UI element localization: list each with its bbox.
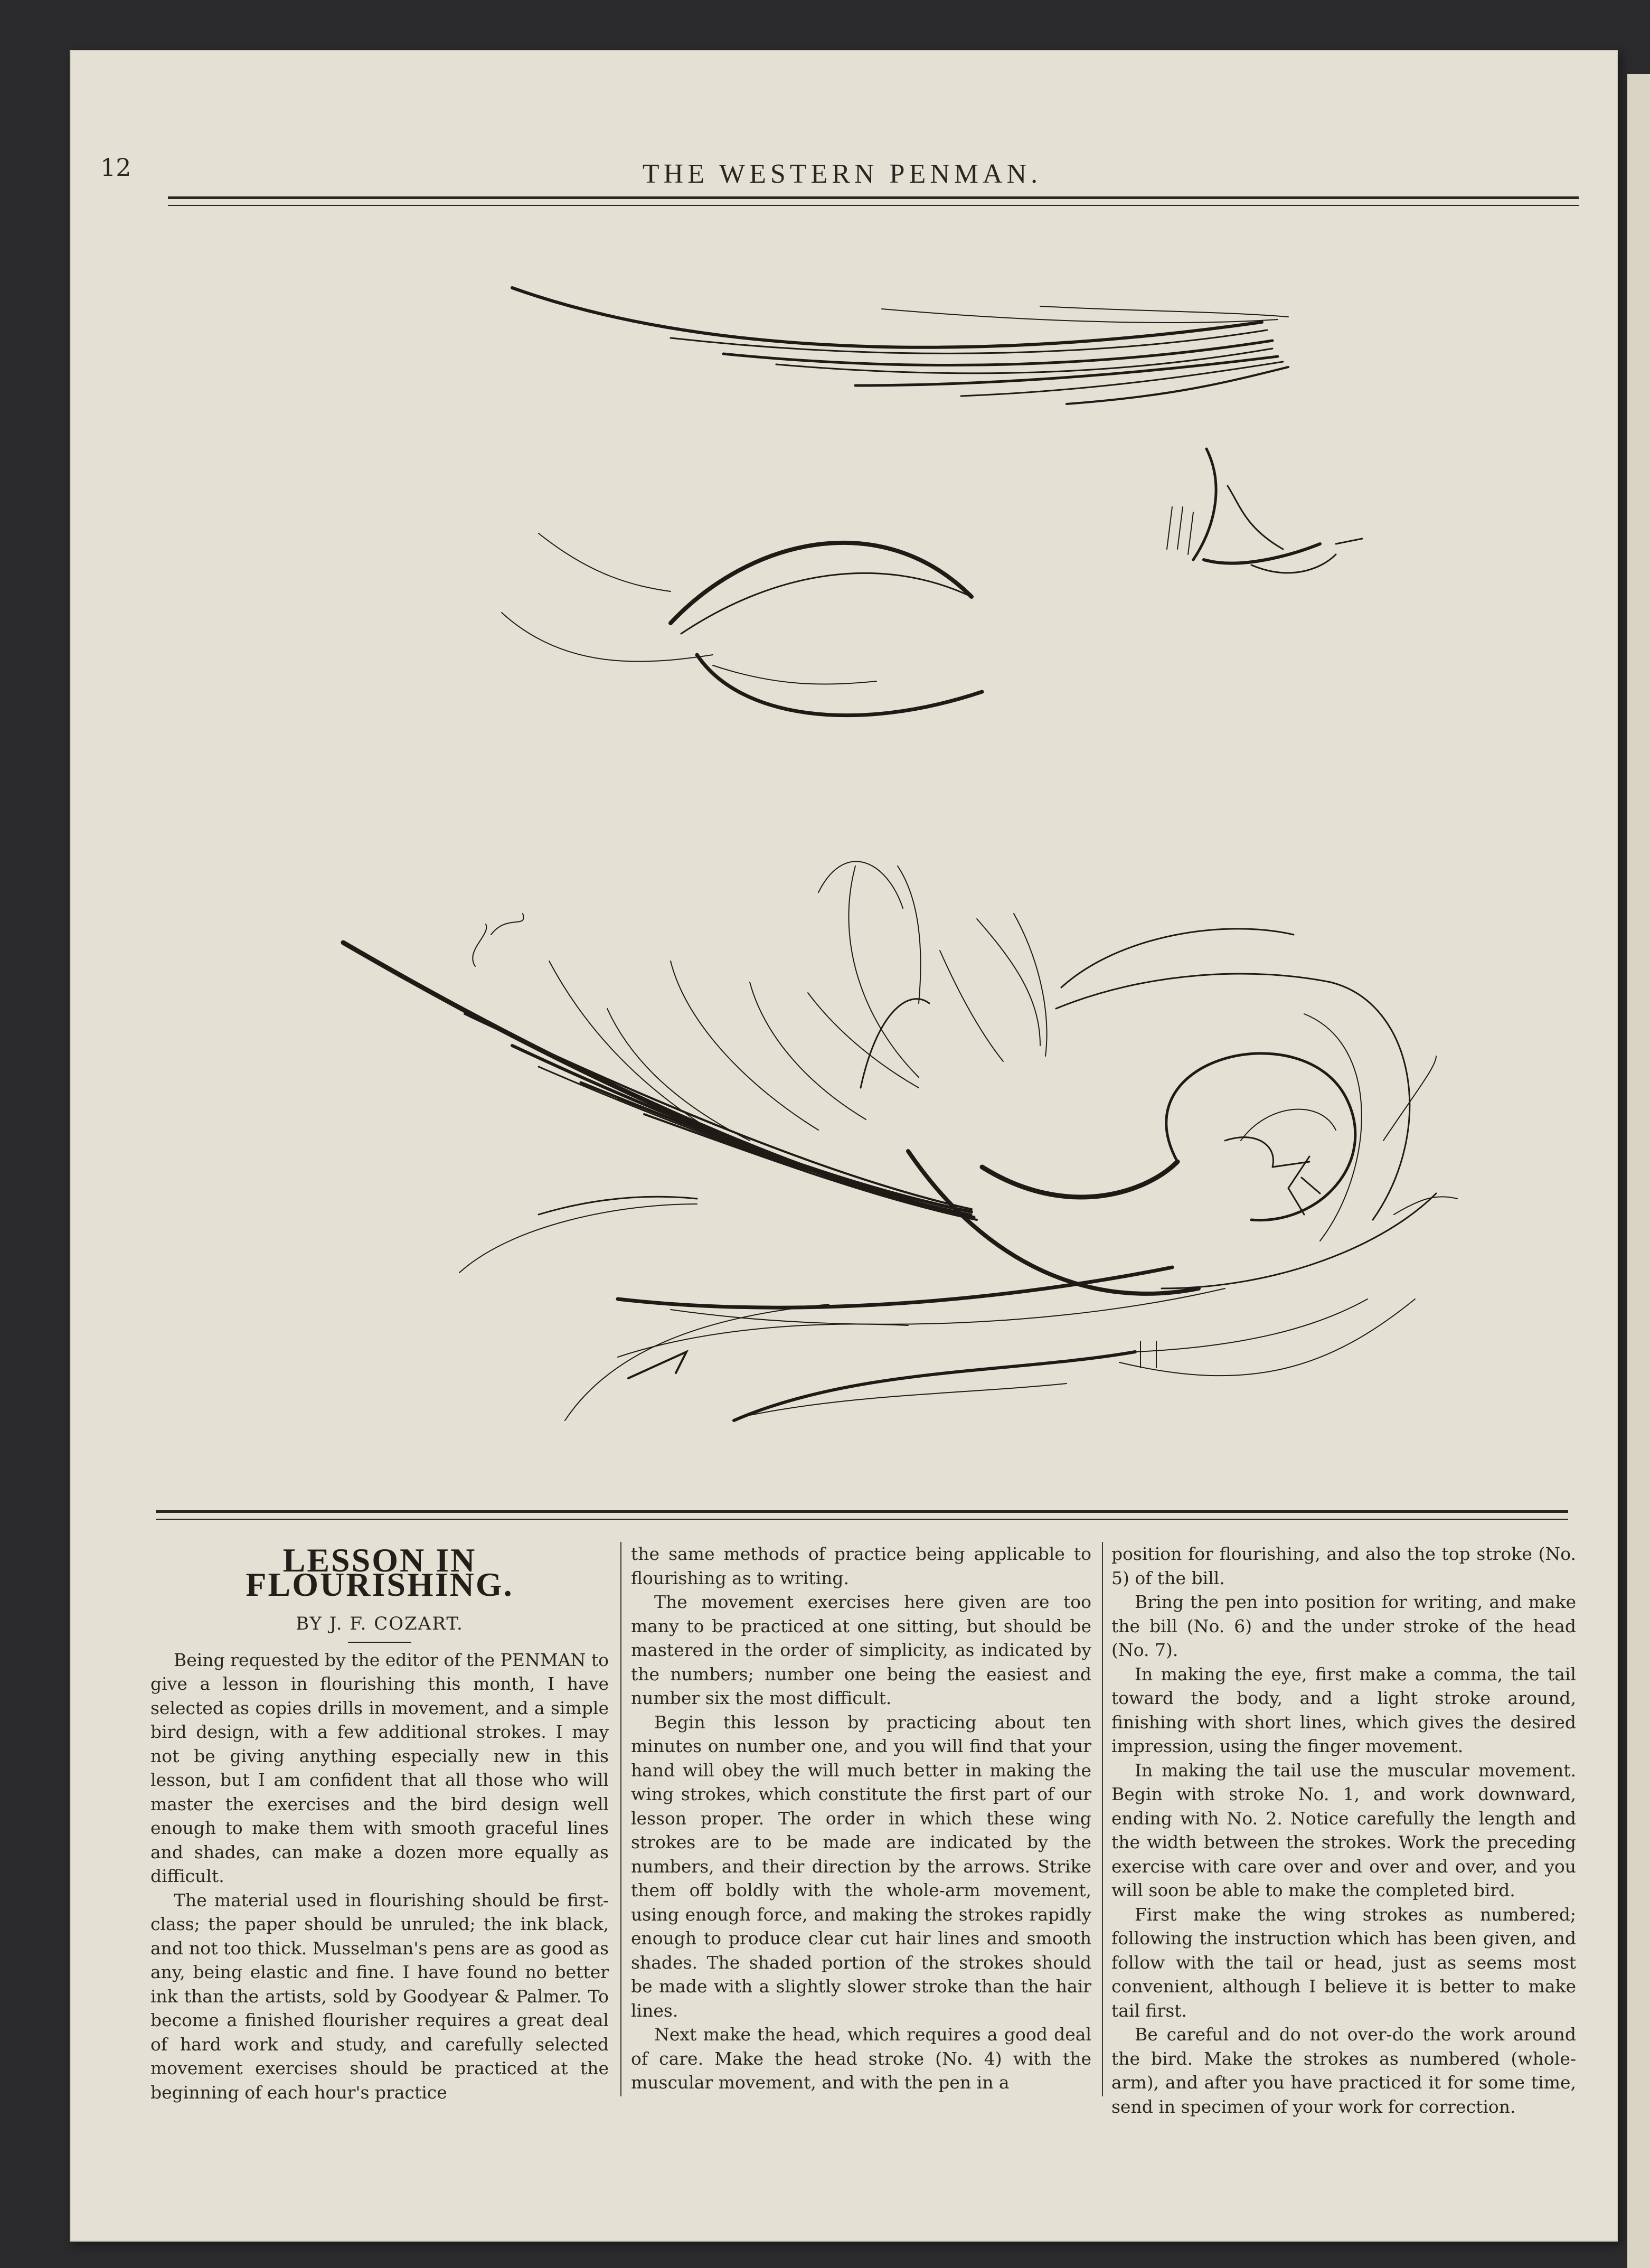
article-paragraph: First make the wing strokes as numbered; following the instruction which has been given, and follow with the tail or head, just as seems most convenient, although I believe it is better to make tail first.: [1111, 1904, 1576, 2021]
article-paragraph: position for flourishing, and also the top stroke (No. 5) of the bill.: [1111, 1544, 1576, 1588]
article-column-2: [631, 1542, 1091, 2096]
header-rule-top: [168, 196, 1579, 199]
article-paragraph: the same methods of practice being applicable to flourishing as to writing.: [631, 1544, 1091, 1588]
article-title: LESSON IN FLOURISHING.: [246, 1541, 514, 1603]
column-divider: [1102, 1542, 1103, 2096]
article-paragraph: Be careful and do not over-do the work around the bird. Make the strokes as numbered (whole-arm), and after you have practiced it for some time, send in specimen of your work for correction.: [1111, 2024, 1576, 2117]
article-byline: BY J. F. COZART.: [296, 1613, 464, 1634]
article-rule-bottom: [156, 1519, 1568, 1520]
article-paragraph: Being requested by the editor of the PENMAN to give a lesson in flourishing this month, I have selected as copies drills in movement, and a simple bird design, with a few additional strokes. I may not be giving anything especially new in this lesson, but I am confident that all those who will master the exercises and the bird design well enough to make them with smooth graceful lines and shades, can make a dozen more equally as difficult.: [150, 1649, 609, 1886]
article-column-1: [150, 1541, 609, 2103]
bird-tail-strokes: [343, 914, 977, 1220]
feather-strokes-exercise: [512, 288, 1288, 404]
head-study-exercise: [1167, 449, 1362, 573]
article-body: [82, 1541, 1576, 2117]
article-paragraph: Bring the pen into position for writing, and make the bill (No. 6) and the under stroke of the head (No. 7).: [1111, 1592, 1576, 1660]
page-number: 12: [100, 153, 131, 182]
flourished-bird-drawing-icon: [63, 232, 1584, 1500]
article-column-3: [1111, 1542, 1576, 2117]
column-divider: [620, 1542, 621, 2096]
header-rule-bottom: [168, 205, 1579, 206]
article-paragraph: Next make the head, which requires a good deal of care. Make the head stroke (No. 4) with the muscular movement, and with the pen in a: [631, 2024, 1091, 2093]
bird-body: [861, 929, 1410, 1294]
article-paragraph: In making the eye, first make a comma, the tail toward the body, and a light stroke around, finishing with short lines, which gives the desired impression, using the finger movement.: [1111, 1663, 1576, 1756]
article-paragraph: Begin this lesson by practicing about ten minutes on number one, and you will find that your hand will obey the will much better in making the wing strokes, which constitute the first part of our lesson proper. The order in which these wing strokes are to be made are indicated by the numbers, and their direction by the arrows. Strike them off boldly with the whole-arm movement, using enough force, and making the strokes rapidly enough to produce clear cut hair lines and smooth shades. The shaded portion of the strokes should be made with a slightly slower stroke than the hair lines.: [631, 1711, 1091, 2021]
article-paragraph: The material used in flourishing should be first-class; the paper should be unruled; the ink black, and not too thick. Musselman's pens are as good as any, being elastic and fine. I have found no better ink than the artists, sold by Goodyear & Palmer. To become a finished flourisher requires a great deal of hard work and study, and carefully selected movement exercises should be practiced at the beginning of each hour's practice: [150, 1889, 609, 2103]
curve-strokes-exercise: [502, 533, 982, 716]
page-header: [100, 153, 1584, 217]
adjacent-page-edge: [1627, 74, 1650, 2268]
running-title: THE WESTERN PENMAN.: [642, 159, 1042, 189]
article-paragraph: In making the tail use the muscular movement. Begin with stroke No. 1, and work downward, ending with No. 2. Notice carefully the length and the width between the strokes. Work the preceding exercise with care over and over and over, and you will soon be able to make the completed bird.: [1111, 1759, 1576, 1900]
article-paragraph: The movement exercises here given are too many to be practiced at one sitting, but should be mastered in the order of simplicity, as indicated by the numbers; number one being the easiest and number six the most difficult.: [631, 1592, 1091, 1708]
byline-rule: [348, 1642, 411, 1643]
article-rule-top: [156, 1510, 1568, 1513]
bird-base-flourishes: [459, 1056, 1457, 1420]
